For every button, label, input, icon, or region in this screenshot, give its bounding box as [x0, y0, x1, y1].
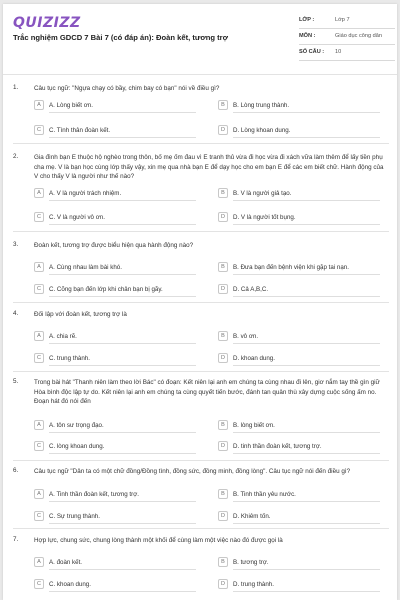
- option-b[interactable]: [218, 420, 380, 433]
- option-underline: [233, 343, 380, 344]
- option-underline: [233, 523, 380, 524]
- option-letter: A: [34, 557, 44, 567]
- option-d[interactable]: [218, 125, 380, 138]
- option-letter: A: [34, 100, 44, 110]
- option-letter: A: [34, 262, 44, 272]
- option-underline: [233, 112, 380, 113]
- question-divider: [13, 371, 389, 372]
- option-text: D. trung thành.: [233, 580, 274, 588]
- option-b[interactable]: [218, 331, 380, 344]
- option-text: B. vô ơn.: [233, 332, 259, 340]
- option-letter: D: [218, 579, 228, 589]
- option-text: C. lòng khoan dung.: [49, 442, 105, 450]
- option-letter: B: [218, 100, 228, 110]
- question-text: Câu tục ngữ: "Ngựa chạy có bầy, chim bay có bạn" nói về điều gì?: [34, 85, 220, 92]
- option-text: D. Lòng khoan dung.: [233, 126, 291, 134]
- option-c[interactable]: [34, 125, 196, 138]
- option-letter: A: [34, 420, 44, 430]
- option-underline: [49, 569, 196, 570]
- option-text: D. V là người tốt bụng.: [233, 213, 296, 221]
- quizizz-logo: QUIZIZZ: [13, 15, 81, 31]
- option-underline: [49, 200, 196, 201]
- option-underline: [49, 365, 196, 366]
- question-text: Hợp lực, chung sức, chung lòng thành một khối để cùng làm một việc nào đó được gọi là: [34, 537, 283, 544]
- option-underline: [233, 501, 380, 502]
- option-text: A. Tinh thần đoàn kết, tương trợ.: [49, 490, 139, 498]
- option-a[interactable]: [34, 489, 196, 502]
- option-underline: [49, 296, 196, 297]
- option-d[interactable]: [218, 212, 380, 225]
- option-letter: B: [218, 331, 228, 341]
- option-text: D. Cả A,B,C.: [233, 285, 269, 293]
- option-text: B. tương trợ.: [233, 558, 269, 566]
- option-a[interactable]: [34, 188, 196, 201]
- option-text: A. Cùng nhau làm bài khó.: [49, 263, 122, 271]
- option-d[interactable]: [218, 284, 380, 297]
- question-number: 1.: [13, 84, 19, 91]
- option-letter: B: [218, 557, 228, 567]
- question-text: Trong bài hát "Thanh niên làm theo lời Bác" có đoạn: Kết niên lại anh em chúng ta cùng nhau đi lên, giơ nắm tay thề gìn giữ Hòa bình độc lập tự do. Kết niên lại anh em chúng ta cùng quyết tiến bước, đánh tan quân thù xây dựng cuộc sống ấm no. Đoạn hát đó nói đến: [34, 379, 380, 405]
- option-a[interactable]: [34, 557, 196, 570]
- option-underline: [233, 200, 380, 201]
- option-underline: [233, 137, 380, 138]
- option-c[interactable]: [34, 284, 196, 297]
- option-letter: B: [218, 420, 228, 430]
- meta-value: Lớp 7: [335, 17, 350, 23]
- option-d[interactable]: [218, 579, 380, 592]
- option-underline: [49, 591, 196, 592]
- question-text: Đoàn kết, tương trợ được biểu hiện qua hành động nào?: [34, 242, 194, 249]
- option-text: C. Cõng bạn đến lớp khi chân bạn bị gãy.: [49, 285, 163, 293]
- question-number: 2.: [13, 153, 19, 160]
- option-text: C. Tình thân đoàn kết.: [49, 126, 111, 134]
- option-underline: [49, 343, 196, 344]
- option-d[interactable]: [218, 353, 380, 366]
- option-text: B. lòng biết ơn.: [233, 421, 275, 429]
- option-text: D. khoan dung.: [233, 354, 275, 362]
- option-text: A. đoàn kết.: [49, 558, 83, 566]
- option-letter: B: [218, 188, 228, 198]
- option-b[interactable]: [218, 557, 380, 570]
- option-underline: [49, 137, 196, 138]
- question-text: Câu tục ngữ "Dân ta có một chữ đồng/Đồng tình, đồng sức, đồng minh, đồng lòng". Câu tục ngữ nói đến điều gì?: [34, 468, 351, 475]
- option-c[interactable]: [34, 212, 196, 225]
- option-b[interactable]: [218, 188, 380, 201]
- option-letter: D: [218, 125, 228, 135]
- option-underline: [49, 432, 196, 433]
- option-text: A. tôn sư trọng đạo.: [49, 421, 104, 429]
- option-letter: D: [218, 353, 228, 363]
- meta-value: Giáo dục công dân: [335, 33, 382, 39]
- option-text: A. V là người trách nhiệm.: [49, 189, 122, 197]
- option-b[interactable]: [218, 100, 380, 113]
- option-underline: [233, 453, 380, 454]
- option-underline: [233, 432, 380, 433]
- option-letter: D: [218, 511, 228, 521]
- option-a[interactable]: [34, 331, 196, 344]
- option-letter: B: [218, 262, 228, 272]
- option-text: A. chia rẽ.: [49, 332, 77, 340]
- option-text: C. trung thành.: [49, 354, 90, 362]
- option-underline: [49, 274, 196, 275]
- worksheet-title: Trắc nghiệm GDCD 7 Bài 7 (có đáp án): Đoàn kết, tương trợ: [13, 33, 229, 42]
- question-number: 5.: [13, 378, 19, 385]
- option-letter: B: [218, 489, 228, 499]
- question-number: 4.: [13, 310, 19, 317]
- option-d[interactable]: [218, 441, 380, 454]
- question-divider: [13, 528, 389, 529]
- meta-label: SỐ CÂU :: [299, 49, 325, 55]
- option-underline: [49, 224, 196, 225]
- option-underline: [233, 365, 380, 366]
- option-letter: C: [34, 441, 44, 451]
- option-underline: [49, 501, 196, 502]
- question-text: Đối lập với đoàn kết, tương trợ là: [34, 311, 127, 318]
- option-text: D. Khiêm tốn.: [233, 512, 271, 520]
- option-c[interactable]: [34, 579, 196, 592]
- option-letter: D: [218, 212, 228, 222]
- option-letter: C: [34, 579, 44, 589]
- option-letter: D: [218, 441, 228, 451]
- option-letter: C: [34, 284, 44, 294]
- option-text: C. khoan dung.: [49, 580, 91, 588]
- option-underline: [233, 569, 380, 570]
- option-a[interactable]: [34, 100, 196, 113]
- option-underline: [49, 453, 196, 454]
- option-letter: A: [34, 489, 44, 499]
- option-underline: [49, 523, 196, 524]
- question-list: [3, 4, 397, 600]
- option-d[interactable]: [218, 511, 380, 524]
- option-underline: [233, 296, 380, 297]
- option-text: B. Đưa bạn đến bệnh viện khi gặp tai nạn.: [233, 263, 349, 271]
- option-letter: A: [34, 188, 44, 198]
- option-letter: A: [34, 331, 44, 341]
- question-number: 6.: [13, 467, 19, 474]
- option-text: B. Lòng trung thành.: [233, 101, 290, 109]
- option-a[interactable]: [34, 420, 196, 433]
- option-letter: C: [34, 353, 44, 363]
- question-divider: [13, 231, 389, 232]
- option-underline: [233, 274, 380, 275]
- option-text: B. Tinh thần yêu nước.: [233, 490, 296, 498]
- option-underline: [233, 591, 380, 592]
- option-text: A. Lòng biết ơn.: [49, 101, 93, 109]
- question-number: 3.: [13, 241, 19, 248]
- meta-label: LỚP :: [299, 17, 315, 23]
- option-text: D. tinh thần đoàn kết, tương trợ.: [233, 442, 322, 450]
- option-text: C. Sự trung thành.: [49, 512, 100, 520]
- option-text: B. V là người giả tạo.: [233, 189, 292, 197]
- meta-label: MÔN :: [299, 33, 316, 39]
- question-divider: [13, 143, 389, 144]
- option-c[interactable]: [34, 441, 196, 454]
- worksheet-page: [3, 4, 397, 600]
- option-text: C. V là người vô ơn.: [49, 213, 105, 221]
- question-number: 7.: [13, 536, 19, 543]
- question-text: Gia đình bạn E thuộc hộ nghèo trong thôn, bố mẹ ốm đau vì E tranh thủ vừa đi học vừa đi xách vữa làm thêm để lấy tiền phụ cha mẹ. V là bạn học cùng lớp thấy vậy, xin mẹ qua nhà bạn E để dạy học cho em bạn E để các em biết chữ. Hành động của V cho thấy V là người như thế nào?: [34, 154, 384, 180]
- question-divider: [13, 460, 389, 461]
- option-underline: [233, 224, 380, 225]
- option-underline: [49, 112, 196, 113]
- option-letter: C: [34, 511, 44, 521]
- meta-value: 10: [335, 49, 342, 55]
- option-letter: C: [34, 125, 44, 135]
- question-divider: [13, 302, 389, 303]
- option-letter: D: [218, 284, 228, 294]
- option-b[interactable]: [218, 262, 380, 275]
- option-b[interactable]: [218, 489, 380, 502]
- option-letter: C: [34, 212, 44, 222]
- option-a[interactable]: [34, 262, 196, 275]
- option-c[interactable]: [34, 353, 196, 366]
- option-c[interactable]: [34, 511, 196, 524]
